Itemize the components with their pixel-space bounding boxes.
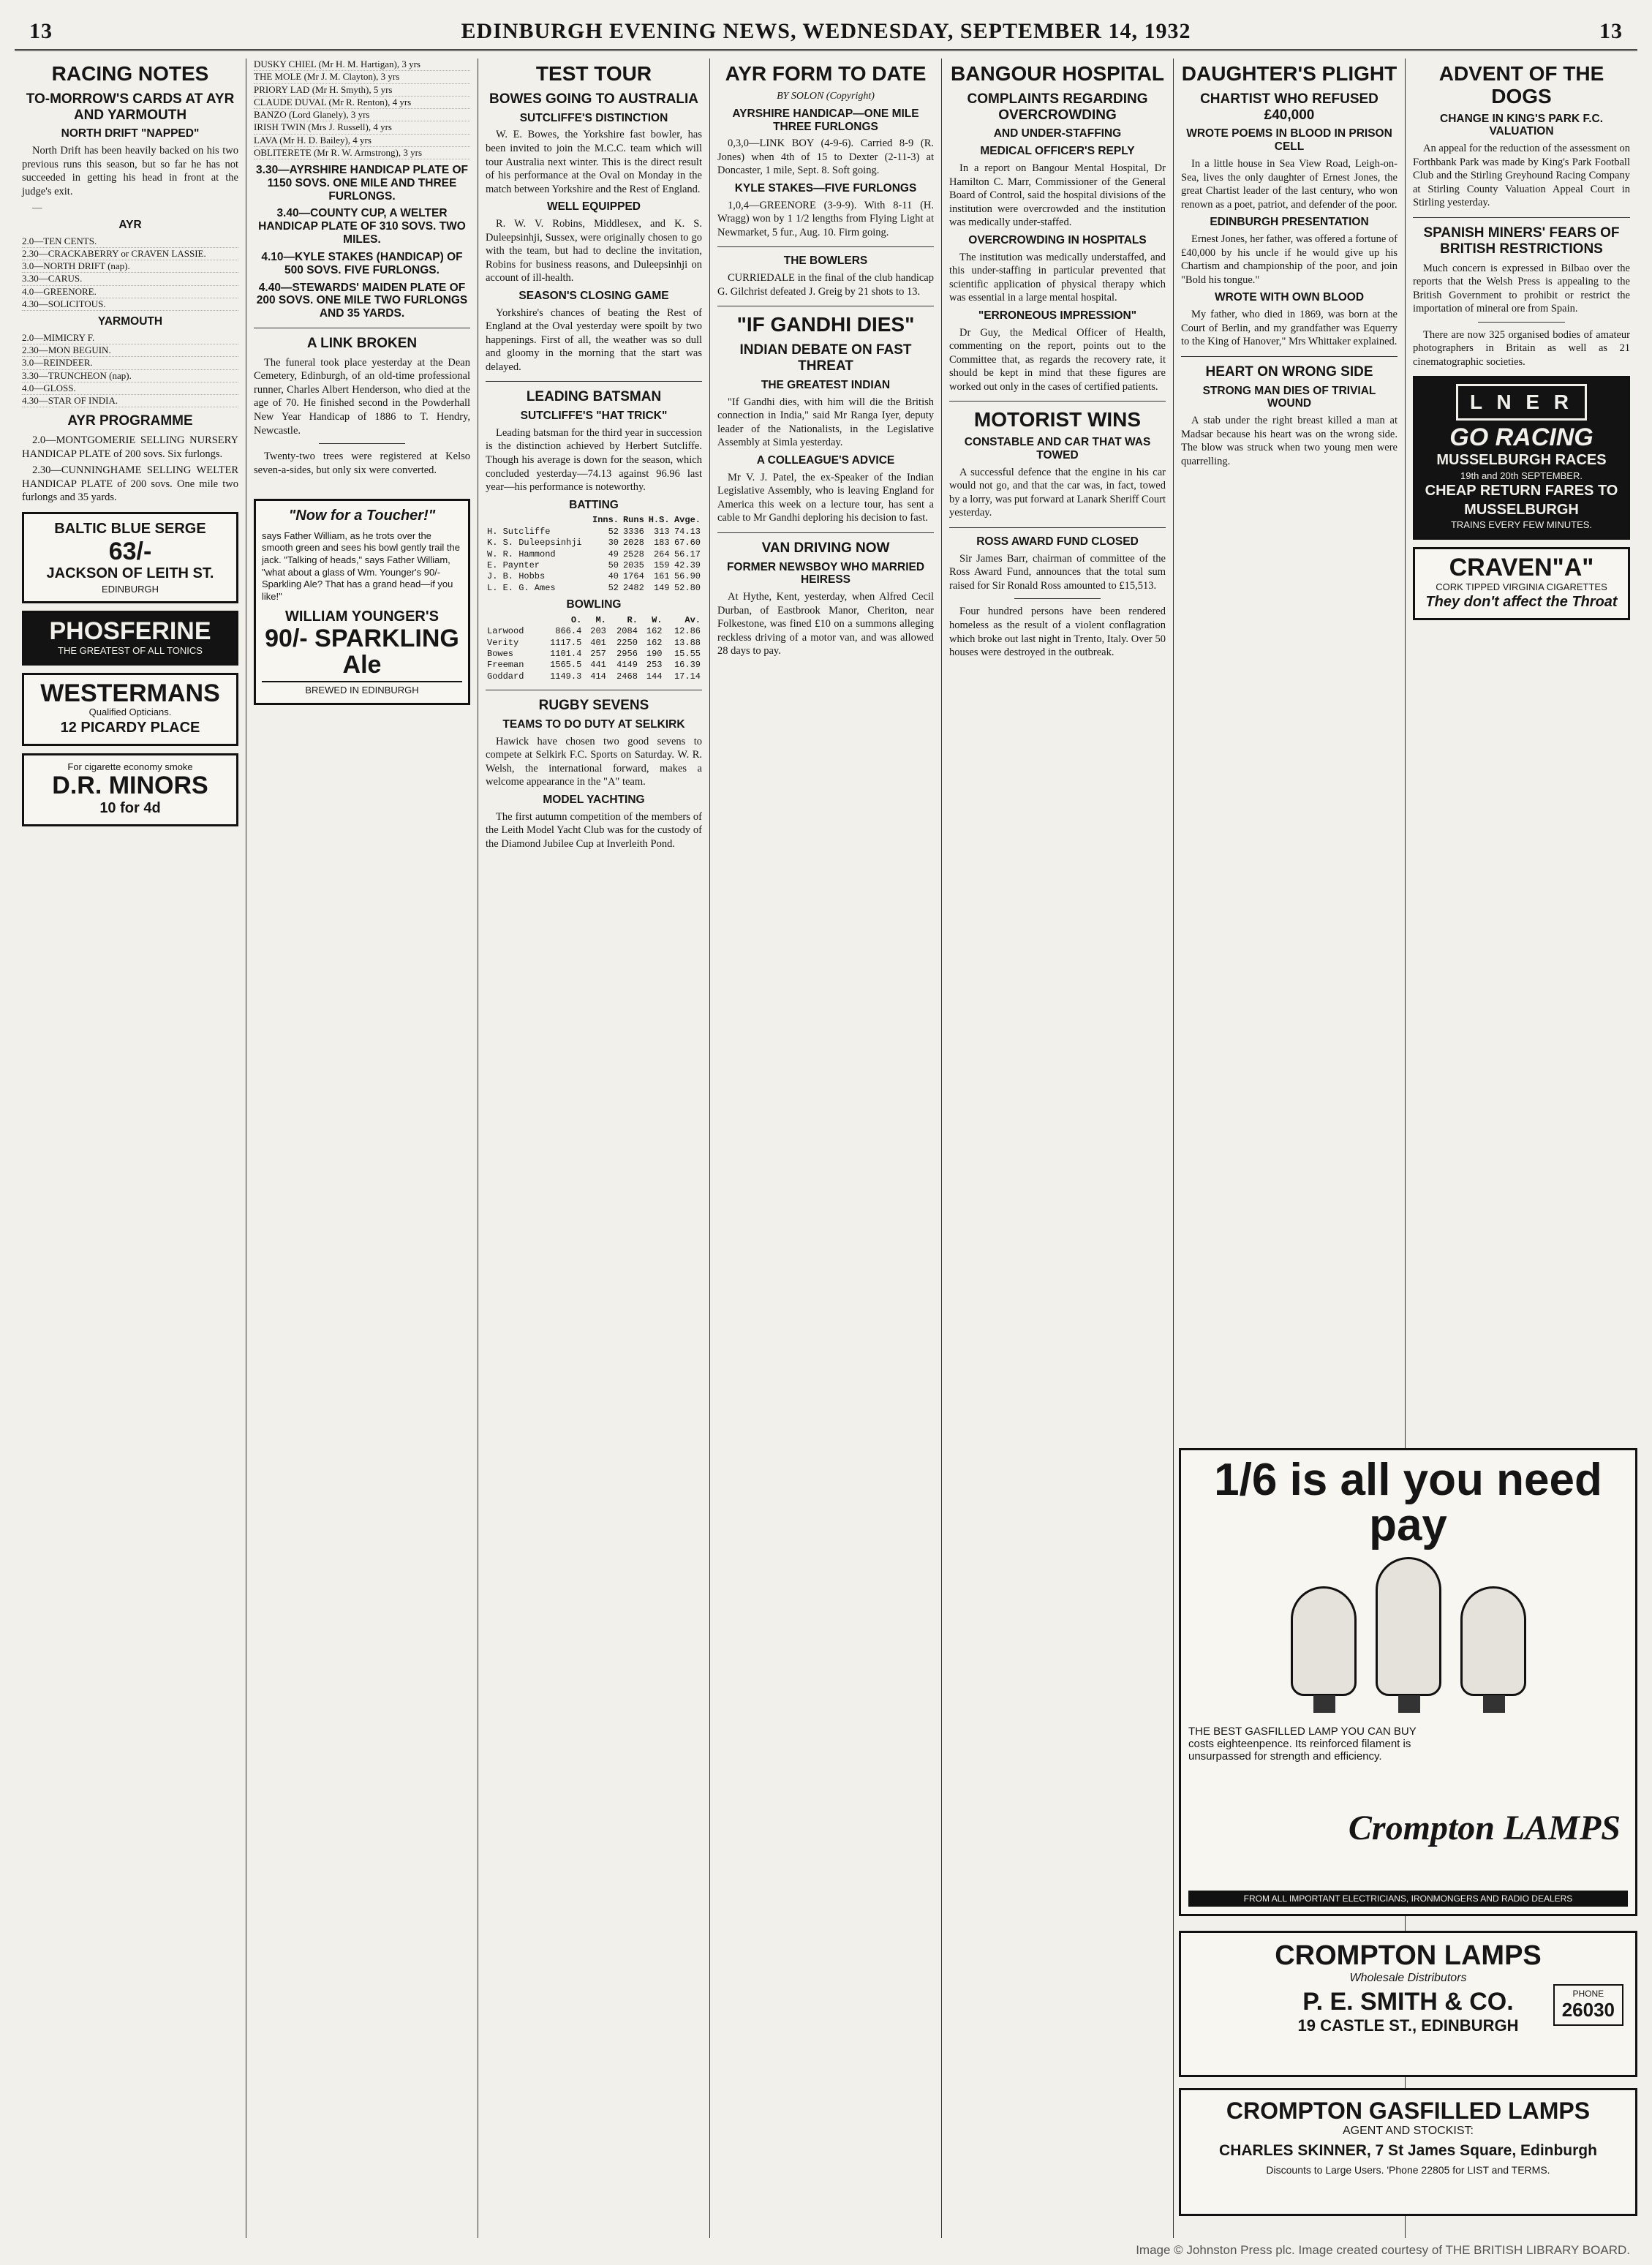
column-header: O.: [570, 614, 582, 625]
ad-younger-brand: WILLIAM YOUNGER'S: [285, 608, 439, 625]
runner-item: OBLITERETE (Mr R. W. Armstrong), 3 yrs: [254, 147, 470, 159]
column-test-tour: [478, 59, 710, 2238]
headline-bowlers: THE BOWLERS: [783, 255, 868, 268]
race-330: 3.30—AYRSHIRE HANDICAP PLATE OF 1150 SOVS. ONE MILE AND THREE FURLONGS.: [256, 164, 468, 203]
table-cell: 183: [653, 538, 670, 549]
headline-motorist-wins: MOTORIST WINS: [973, 408, 1142, 431]
subhead-kings-park: CHANGE IN KING'S PARK F.C. VALUATION: [1440, 112, 1603, 138]
table-row: [486, 527, 702, 538]
table-cell: 52.80: [674, 582, 701, 593]
table-cell: 56.90: [674, 571, 701, 582]
column-header: [486, 515, 589, 526]
column-header: H.S.: [648, 515, 670, 526]
column-header: M.: [595, 614, 606, 625]
column-header: W.: [652, 614, 663, 625]
kicker-medical-officer: MEDICAL OFFICER'S REPLY: [980, 145, 1135, 158]
table-cell: H. Sutcliffe: [487, 526, 551, 537]
ad-phosferine: [22, 611, 238, 665]
table-cell: 2468: [616, 671, 638, 682]
subhead-newsboy: FORMER NEWSBOY WHO MARRIED HEIRESS: [726, 560, 925, 587]
ad-crompton-lamps: [1179, 1448, 1637, 1916]
table-cell: 2035: [622, 559, 644, 570]
table-cell: 2250: [616, 637, 638, 648]
table-row: [486, 583, 702, 594]
table-row: [486, 638, 702, 649]
table-cell: 52: [608, 526, 619, 537]
ad-skinner-name: CHARLES SKINNER, 7 St James Square, Edinburgh: [1219, 2142, 1597, 2159]
table-cell: 1149.3: [550, 671, 582, 682]
ad-serge-line2: JACKSON OF LEITH ST.: [46, 565, 214, 582]
kicker-selkirk: TEAMS TO DO DUTY AT SELKIRK: [502, 717, 685, 731]
ad-serge-price: 63/-: [108, 537, 152, 565]
ad-skinner-sub: AGENT AND STOCKIST:: [1342, 2125, 1474, 2137]
divider: [1478, 322, 1565, 323]
headline-racing-notes: RACING NOTES: [51, 62, 209, 85]
ad-serge-line3: EDINBURGH: [101, 583, 159, 595]
ad-younger-text: says Father William, as he trots over the smooth green and sees his bowl gently trail the jack. "Talking of heads," says Father William, "what about a glass of Wm. Younger's 90/- Sparkling Ale? That has a grand head—if you like!": [262, 529, 460, 602]
article-body: A successful defence that the engine in his car would not go, and that the car was, in fact, towed by a lorry, was put forward at Lanark Sheriff Court yesterday.: [949, 466, 1166, 519]
tip-item: 2.0—TEN CENTS.: [22, 235, 238, 248]
runner-item: THE MOLE (Mr J. M. Clayton), 3 yrs: [254, 71, 470, 83]
table-cell: K. S. Duleepsinhji: [487, 538, 582, 549]
ad-crompton-dealers: FROM ALL IMPORTANT ELECTRICIANS, IRONMONGERS AND RADIO DEALERS: [1188, 1891, 1628, 1907]
ad-craven-tag: They don't affect the Throat: [1425, 594, 1618, 611]
article-body: W. E. Bowes, the Yorkshire fast bowler, has been invited to join the M.C.C. team which will tour Australia next winter. This is the direct result of his performance at the Oval on Monday in the match between Yorkshire and the Rest of England.: [486, 129, 702, 195]
ad-skinner-foot: Discounts to Large Users. 'Phone 22805 for LIST and TERMS.: [1266, 2164, 1550, 2176]
lightbulb-icon: [1291, 1586, 1357, 1696]
race-340: 3.40—COUNTY CUP, A WELTER HANDICAP PLATE OF 310 SOVS. TWO MILES.: [258, 207, 466, 246]
article-body: Dr Guy, the Medical Officer of Health, commenting on the report, points out to the Committee that, as regards the recovery rate, it should be kept in mind that these figures are worked out only in the cases of certified patients.: [949, 326, 1166, 393]
table-row: [486, 649, 702, 660]
table-cell: 190: [646, 648, 663, 659]
headline-heart-wrong-side: HEART ON WRONG SIDE: [1205, 363, 1373, 380]
kicker-gandhi: THE GREATEST INDIAN: [761, 378, 891, 391]
table-cell: 2482: [622, 582, 644, 593]
table-row: [486, 538, 702, 549]
image-credit: Image © Johnston Press plc. Image created courtesy of THE BRITISH LIBRARY BOARD.: [1136, 2243, 1630, 2257]
ad-younger-product: 90/- SPARKLING Ale: [265, 625, 459, 679]
tip-item: 3.0—REINDEER.: [22, 357, 238, 369]
ad-smith-name: P. E. SMITH & CO.: [1302, 1988, 1514, 2016]
subhead-strong-man: STRONG MAN DIES OF TRIVIAL WOUND: [1202, 384, 1376, 410]
ad-baltic-serge: [22, 512, 238, 604]
runner-item: DUSKY CHIEL (Mr H. M. Hartigan), 3 yrs: [254, 59, 470, 71]
headline-daughters-plight: DAUGHTER'S PLIGHT: [1181, 62, 1398, 85]
table-cell: 313: [653, 526, 670, 537]
article-body: At Hythe, Kent, yesterday, when Alfred Cecil Durban, of Eastbrook Manor, Cheriton, near Folkestone, was fined £10 on a summons alleging reckless driving of a motor van, and was allowed 28 days to pay.: [717, 591, 934, 657]
table-cell: 414: [590, 671, 606, 682]
table-cell: W. R. Hammond: [487, 549, 556, 559]
table-header-row: [486, 615, 702, 626]
table-cell: Freeman: [487, 660, 524, 671]
table-cell: 4149: [616, 660, 638, 671]
masthead-title: EDINBURGH EVENING NEWS, WEDNESDAY, SEPTEMBER 14, 1932: [461, 18, 1191, 43]
table-cell: 1565.5: [550, 660, 582, 671]
runner-item: BANZO (Lord Glanely), 3 yrs: [254, 109, 470, 121]
runner-item: CLAUDE DUVAL (Mr R. Renton), 4 yrs: [254, 97, 470, 109]
column-header: [486, 615, 538, 626]
column-header: Inns.: [592, 515, 619, 526]
ad-lner-fares: CHEAP RETURN FARES TO MUSSELBURGH: [1425, 483, 1618, 518]
ayr-programme-head: AYR PROGRAMME: [67, 413, 193, 429]
article-body: There are now 325 organised bodies of amateur photographers in Britain as well as 21 cinematographic societies.: [1413, 328, 1630, 368]
ad-charles-skinner: [1179, 2088, 1637, 2216]
divider: [1014, 598, 1101, 599]
table-cell: 67.60: [674, 538, 701, 549]
ad-westermans-sub: Qualified Opticians.: [88, 706, 172, 718]
subhead-kyle: KYLE STAKES—FIVE FURLONGS: [734, 181, 917, 195]
headline-erroneous: "ERRONEOUS IMPRESSION": [978, 309, 1137, 322]
subhead-cards: TO-MORROW'S CARDS AT AYR AND YARMOUTH: [26, 91, 235, 123]
phone-box: [1553, 1984, 1623, 2026]
ad-lner-trains: TRAINS EVERY FEW MINUTES.: [1450, 519, 1593, 531]
table-cell: 16.39: [674, 660, 701, 671]
table-row: [486, 549, 702, 560]
kicker-poems: WROTE POEMS IN BLOOD IN PRISON CELL: [1186, 127, 1392, 154]
table-cell: 56.17: [674, 549, 701, 559]
table-header-row: [486, 515, 702, 526]
article-body: The first autumn competition of the members of the Leith Model Yacht Club was for the custody of the Diamond Jubilee Cup at Inverleith Pond.: [486, 810, 702, 850]
article-body: CURRIEDALE in the final of the club handicap G. Gilchrist defeated J. Greig by 21 shots to 13.: [717, 272, 934, 298]
table-row: [486, 571, 702, 582]
ad-pe-smith: [1179, 1931, 1637, 2077]
programme-race: 2.30—CUNNINGHAME SELLING WELTER HANDICAP PLATE of 200 sovs. One mile two furlongs and 35 yards.: [22, 464, 238, 504]
article-body: R. W. V. Robins, Middlesex, and K. S. Duleepsinhji, Sussex, were originally chosen to go with the team, but had to decline the invitation, Robins for business reasons, and Duleepsinhji on account of ill-health.: [486, 218, 702, 284]
table-cell: 2528: [622, 549, 644, 559]
ad-westermans-name: WESTERMANS: [40, 679, 220, 707]
ad-skinner-head: CROMPTON GASFILLED LAMPS: [1226, 2098, 1591, 2124]
subhead-overcrowding: COMPLAINTS REGARDING OVERCROWDING: [967, 91, 1148, 123]
divider: [486, 381, 702, 382]
headline-link-broken: A LINK BROKEN: [306, 335, 418, 351]
article-body: A stab under the right breast killed a man at Madsar because his heart was on the wrong side. The blow was struck when two young men were quarrelling.: [1181, 415, 1398, 467]
table-cell: J. B. Hobbs: [487, 571, 546, 582]
ad-younger-slogan: "Now for a Toucher!": [288, 508, 436, 524]
column-ayr-form: [710, 59, 942, 2238]
bowling-table: [486, 615, 702, 682]
table-cell: 1764: [622, 571, 644, 582]
table-cell: 74.13: [674, 526, 701, 537]
table-cell: 441: [590, 660, 606, 671]
lamp-illustration: [1188, 1557, 1628, 1696]
ad-minors-line1: For cigarette economy smoke: [67, 761, 193, 772]
table-cell: 1101.4: [550, 648, 582, 659]
table-cell: 2956: [616, 648, 638, 659]
ad-crompton-brand: Crompton LAMPS: [1348, 1809, 1621, 1847]
table-cell: 15.55: [674, 648, 701, 659]
headline-gandhi: "IF GANDHI DIES": [736, 313, 915, 336]
table-cell: 42.39: [674, 559, 701, 570]
table-cell: 12.86: [674, 626, 701, 637]
kicker-north-drift: NORTH DRIFT "NAPPED": [61, 127, 200, 140]
lner-logo: L N E R: [1456, 384, 1587, 421]
tip-item: 4.30—SOLICITOUS.: [22, 298, 238, 311]
headline-bangour: BANGOUR HOSPITAL: [951, 62, 1164, 85]
runners-list: [254, 59, 470, 159]
tip-item: 3.30—TRUNCHEON (nap).: [22, 370, 238, 382]
headline-leading-batsman: LEADING BATSMAN: [526, 389, 662, 405]
tip-item: 4.0—GLOSS.: [22, 382, 238, 395]
table-cell: 257: [590, 648, 606, 659]
headline-well-equipped: WELL EQUIPPED: [546, 200, 641, 214]
ad-smith-sub: Wholesale Distributors: [1349, 1972, 1467, 1984]
page-number-left: 13: [29, 18, 53, 43]
table-cell: 52: [608, 582, 619, 593]
article-body: Leading batsman for the third year in succession is the distinction achieved by Herbert Sutcliffe. Though his average is down for the season, which concluded yesterday—74.13 against 96.96 last year—his performance is noteworthy.: [486, 426, 702, 494]
table-cell: 162: [646, 637, 663, 648]
ad-smith-head: CROMPTON LAMPS: [1275, 1940, 1542, 1971]
headline-van-driving: VAN DRIVING NOW: [761, 540, 890, 556]
subhead-bowes: BOWES GOING TO AUSTRALIA: [489, 91, 699, 107]
column-header: Runs: [622, 515, 644, 526]
tip-item: 2.30—MON BEGUIN.: [22, 344, 238, 357]
divider: [717, 532, 934, 533]
runner-item: IRISH TWIN (Mrs J. Russell), 4 yrs: [254, 121, 470, 134]
table-cell: 149: [653, 582, 670, 593]
divider: [949, 527, 1166, 528]
divider: [319, 443, 405, 444]
headline-ross-award: ROSS AWARD FUND CLOSED: [976, 535, 1139, 548]
table-cell: 3336: [622, 526, 644, 537]
divider: [1181, 356, 1398, 357]
divider: [717, 246, 934, 247]
table-cell: 161: [653, 571, 670, 582]
article-body: Yorkshire's chances of beating the Rest of England at the Oval yesterday were spoilt by two happenings. First of all, the weather was so dull and gloomy in the morning that the start was delayed.: [486, 306, 702, 373]
ayr-label: AYR: [118, 218, 142, 231]
ad-lner-dates: 19th and 20th SEPTEMBER.: [1460, 470, 1583, 481]
byline: BY SOLON (Copyright): [777, 90, 875, 102]
phone-number: 26030: [1561, 1999, 1615, 2021]
table-cell: 50: [608, 559, 619, 570]
table-row: [486, 660, 702, 671]
ad-craven-name: CRAVEN"A": [1449, 554, 1594, 582]
divider: [1413, 217, 1630, 218]
table-cell: L. E. G. Ames: [487, 582, 556, 593]
bowling-label: BOWLING: [566, 598, 622, 611]
table-cell: 13.88: [674, 637, 701, 648]
article-body: The institution was medically understaffed, and this under-staffing in particular prevented that scientific application of physical therapy which was essential in a large mental hospital.: [949, 251, 1166, 304]
table-cell: 30: [608, 538, 619, 549]
article-body: Much concern is expressed in Bilbao over the reports that the Welsh Press is appealing to the British Government to prohibit or restrict the importation of mineral ore from Spain.: [1413, 262, 1630, 315]
ad-crompton-desc: THE BEST GASFILLED LAMP YOU CAN BUY costs eighteenpence. Its reinforced filament is unsurpassed for strength and efficiency.: [1188, 1725, 1417, 1763]
article-body: Four hundred persons have been rendered homeless as the result of a violent conflagration which broke out last night in Trento, Italy. Over 50 houses were destroyed in the outbreak.: [949, 606, 1166, 659]
headline-colleague: A COLLEAGUE'S ADVICE: [756, 453, 895, 467]
article-body: Ernest Jones, her father, was offered a fortune of £40,000 by his uncle if he would give up his Chartism and championship of the poor, and join "Bold his tongue.": [1181, 233, 1398, 286]
table-cell: 866.4: [555, 626, 582, 637]
headline-spanish-miners: SPANISH MINERS' FEARS OF BRITISH RESTRICTIONS: [1423, 225, 1620, 257]
ad-william-younger: [254, 499, 470, 705]
ad-westermans-addr: 12 PICARDY PLACE: [60, 720, 200, 736]
masthead: [15, 13, 1637, 51]
table-row: [486, 626, 702, 637]
article-body: In a little house in Sea View Road, Leigh-on-Sea, lives the only daughter of Ernest Jones, the great Chartist leader of the last century, who won renown as a poet, patriot, and defender of the poor.: [1181, 158, 1398, 211]
article-body: "If Gandhi dies, with him will die the British connection in India," said Mr Ranga Iyer, deputy leader of the Nationalists, in the Legislative Assembly at Simla yesterday.: [717, 396, 934, 449]
subhead-gandhi: INDIAN DEBATE ON FAST THREAT: [739, 342, 912, 374]
ad-phosferine-name: PHOSFERINE: [49, 617, 211, 646]
article-body: The funeral took place yesterday at the Dean Cemetery, Edinburgh, of an old-time professional runner, Charles Albert Henderson, who died at the age of 70. He finished second in the Powderhall New Year Handicap of 1886 to T. Hendry, Newcastle.: [254, 356, 470, 437]
article-body: My father, who died in 1869, was born at the Court of Berlin, and my grandfather was Equerry to the King of Hanover," Mrs Whittaker explained.: [1181, 309, 1398, 348]
headline-own-blood: WROTE WITH OWN BLOOD: [1214, 291, 1365, 304]
subhead-ayrshire: AYRSHIRE HANDICAP—ONE MILE THREE FURLONGS: [732, 107, 919, 133]
yarmouth-tips: [22, 332, 238, 408]
kicker-sutcliffe: SUTCLIFFE'S DISTINCTION: [519, 111, 668, 124]
divider: [949, 401, 1166, 402]
table-cell: 401: [590, 637, 606, 648]
article-body: North Drift has been heavily backed on his two previous runs this season, but so far he has not succeeded in getting his head in front at the judge's exit.: [22, 145, 238, 197]
yarmouth-label: YARMOUTH: [97, 315, 163, 328]
ad-dr-minors: [22, 753, 238, 826]
tip-item: 2.0—MIMICRY F.: [22, 332, 238, 344]
column-header: R.: [627, 614, 638, 625]
table-cell: 2028: [622, 538, 644, 549]
table-cell: Verity: [487, 637, 519, 648]
tip-item: 2.30—CRACKABERRY or CRAVEN LASSIE.: [22, 248, 238, 260]
runner-item: PRIORY LAD (Mr H. Smyth), 5 yrs: [254, 84, 470, 97]
table-cell: 2084: [616, 626, 638, 637]
headline-rugby-sevens: RUGBY SEVENS: [538, 697, 649, 713]
page-number-right: 13: [1599, 18, 1623, 43]
article-body: Hawick have chosen two good sevens to compete at Selkirk F.C. Sports on Saturday. W. R. Welsh, the international forward, makes a welcome appearance in the "A" team.: [486, 735, 702, 788]
article-body: Mr V. J. Patel, the ex-Speaker of the Indian Legislative Assembly, who is leaving England for America this week on a lecture tour, has sent a cable to Mr Gandhi deploring his decision to fast.: [717, 471, 934, 524]
race-440: 4.40—STEWARDS' MAIDEN PLATE OF 200 SOVS. ONE MILE TWO FURLONGS AND 35 YARDS.: [256, 281, 468, 320]
subhead-understaffing: AND UNDER-STAFFING: [993, 127, 1122, 140]
column-header: Avge.: [674, 515, 701, 526]
batting-label: BATTING: [569, 498, 619, 511]
table-cell: 49: [608, 549, 619, 559]
article-body: Twenty-two trees were registered at Kelso seven-a-sides, but only six were converted.: [254, 451, 470, 476]
ad-minors-price: 10 for 4d: [99, 799, 161, 816]
article-body: 1,0,4—GREENORE (3-9-9). With 8-11 (H. Wragg) won by 1 1/2 lengths from Flying Light at Newmarket, 5 fur., Aug. 10. Firm going.: [717, 199, 934, 238]
table-cell: 162: [646, 626, 663, 637]
column-race-programme: [246, 59, 478, 2238]
kicker-hat-trick: SUTCLIFFE'S "HAT TRICK": [520, 410, 668, 423]
article-body: Sir James Barr, chairman of committee of the Ross Award Fund, announces that the total sum raised for Sir Ronald Ross amounted to £15,513.: [949, 552, 1166, 592]
ad-craven-sub: CORK TIPPED VIRGINIA CIGARETTES: [1436, 581, 1607, 592]
article-filler: —: [32, 202, 42, 214]
article-body: An appeal for the reduction of the assessment on Forthbank Park was made by King's Park Football Club and the Stirling Greyhound Racing Company at Stirling County Valuation Appeal Court in Stirling yesterday.: [1413, 143, 1630, 209]
tip-item: 3.30—CARUS.: [22, 273, 238, 285]
ad-lner-line1: GO RACING: [1449, 423, 1593, 452]
ad-lner-line2: MUSSELBURGH RACES: [1436, 451, 1607, 468]
table-cell: 1117.5: [550, 637, 582, 648]
lightbulb-icon: [1460, 1586, 1526, 1696]
runner-item: LAVA (Mr H. D. Bailey), 4 yrs: [254, 135, 470, 147]
subhead-chartist: CHARTIST WHO REFUSED £40,000: [1200, 91, 1378, 123]
tip-item: 4.0—GREENORE.: [22, 286, 238, 298]
table-row: [486, 671, 702, 682]
table-cell: Larwood: [487, 626, 524, 637]
ad-craven-a: [1413, 547, 1630, 620]
table-cell: 203: [590, 626, 606, 637]
table-cell: Goddard: [487, 671, 524, 682]
column-header: Av.: [684, 614, 701, 625]
table-cell: Bowes: [487, 648, 514, 659]
table-cell: 17.14: [674, 671, 701, 682]
ayr-tips: [22, 235, 238, 312]
table-cell: E. Paynter: [487, 559, 540, 570]
headline-advent-dogs: ADVENT OF THE DOGS: [1438, 62, 1604, 108]
ad-phosferine-tag: THE GREATEST OF ALL TONICS: [58, 645, 203, 657]
ad-smith-addr: 19 CASTLE ST., EDINBURGH: [1297, 2016, 1519, 2035]
headline-presentation: EDINBURGH PRESENTATION: [1210, 216, 1369, 229]
ad-minors-name: D.R. MINORS: [52, 772, 208, 800]
column-bangour: [942, 59, 1174, 2238]
tip-item: 3.0—NORTH DRIFT (nap).: [22, 260, 238, 273]
ad-crompton-price: 1/6 is all you need pay: [1214, 1455, 1602, 1550]
phone-label: PHONE: [1572, 1989, 1604, 1999]
table-cell: 144: [646, 671, 663, 682]
subhead-constable: CONSTABLE AND CAR THAT WAS TOWED: [964, 436, 1151, 461]
article-body: 0,3,0—LINK BOY (4-9-6). Carried 8-9 (R. Jones) when 4th of 15 to Dexter (2-11-3) at Doncaster, 1 mile, Sept. 8. Soft going.: [717, 137, 934, 177]
race-410: 4.10—KYLE STAKES (HANDICAP) OF 500 SOVS. FIVE FURLONGS.: [261, 250, 463, 276]
headline-overcrowding-hospitals: OVERCROWDING IN HOSPITALS: [968, 233, 1147, 246]
lightbulb-icon: [1376, 1557, 1441, 1696]
ad-westermans: [22, 673, 238, 746]
ad-younger-footer: BREWED IN EDINBURGH: [262, 681, 462, 697]
column-racing-notes: [15, 59, 246, 2238]
headline-ayr-form: AYR FORM TO DATE: [725, 62, 927, 85]
table-cell: 159: [653, 559, 670, 570]
ad-serge-line1: BALTIC BLUE SERGE: [54, 520, 206, 537]
tip-item: 4.30—STAR OF INDIA.: [22, 395, 238, 407]
headline-test-tour: TEST TOUR: [535, 62, 652, 85]
table-cell: 40: [608, 571, 619, 582]
headline-season: SEASON'S CLOSING GAME: [518, 289, 669, 302]
table-cell: 264: [653, 549, 670, 559]
headline-model-yachting: MODEL YACHTING: [543, 793, 645, 806]
ad-lner-musselburgh: [1413, 376, 1630, 540]
batting-table: [486, 515, 702, 594]
programme-race: 2.0—MONTGOMERIE SELLING NURSERY HANDICAP PLATE of 200 sovs. Six furlongs.: [22, 434, 238, 460]
article-body: In a report on Bangour Mental Hospital, Dr Hamilton C. Marr, Commissioner of the General Board of Control, said the hospital divisions of the institution were overcrowded and the institution was medically under-staffed.: [949, 162, 1166, 229]
table-cell: 253: [646, 660, 663, 671]
table-row: [486, 560, 702, 571]
